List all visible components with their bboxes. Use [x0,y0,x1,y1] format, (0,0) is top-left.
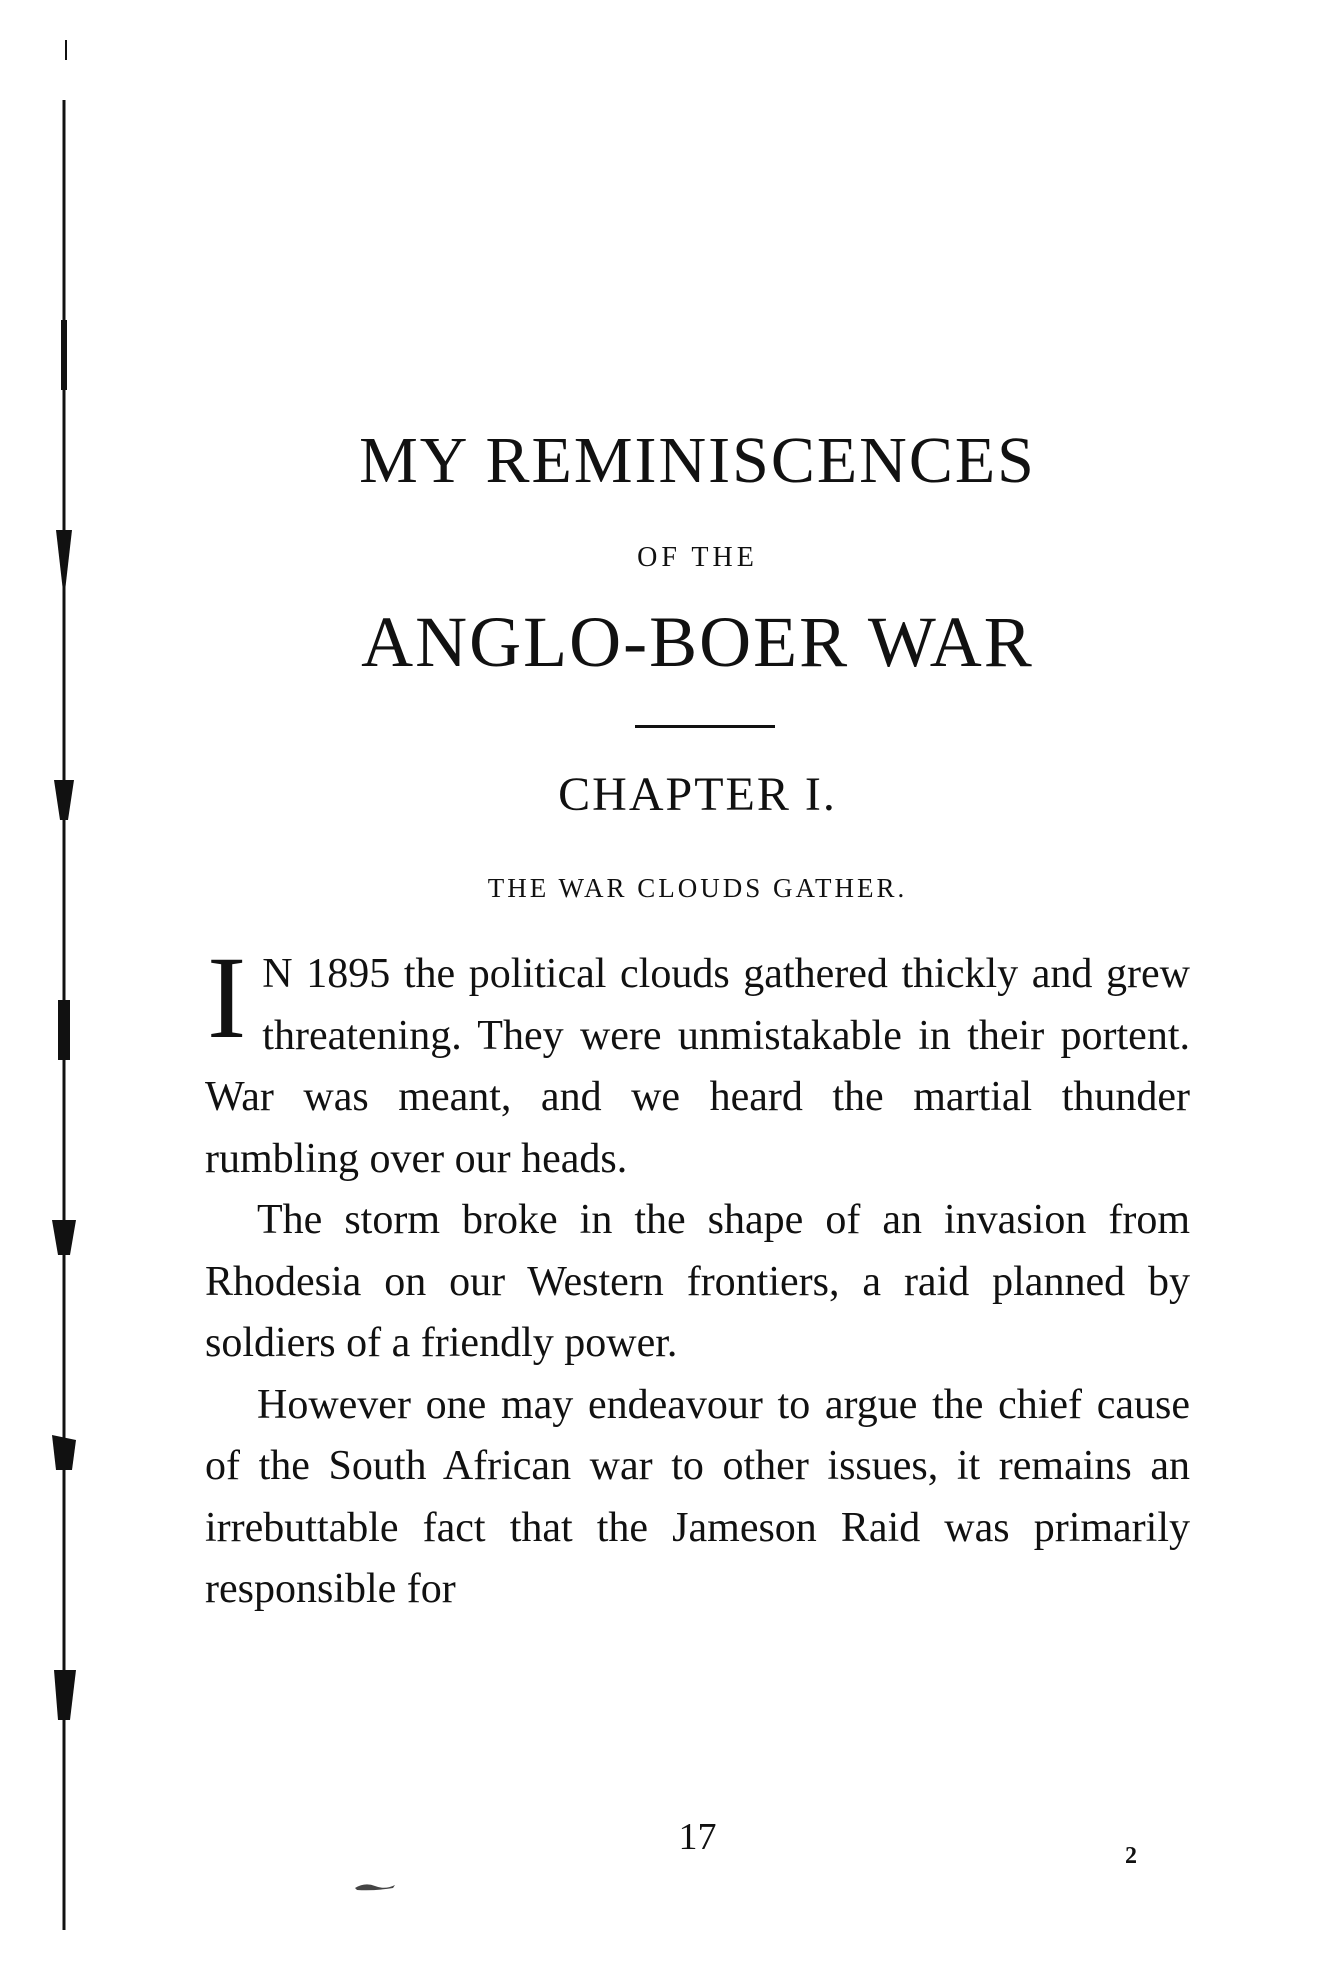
paragraph-2: The storm broke in the shape of an invasion from Rhodesia on our Western frontiers, a raid planned by soldiers of a friendly power. [205,1197,1190,1366]
book-title-line-2: OF THE [637,542,758,573]
paragraph-1-text: N 1895 the political clouds gathered thickly and grew threatening. They were unmistakable in their portent. War was meant, and we heard the martial thunder rumbling over our heads. [205,951,1190,1182]
chapter-subtitle: THE WAR CLOUDS GATHER. [487,873,908,903]
ink-smudge [355,1880,395,1892]
binding-edge [50,40,80,1940]
drop-cap: I [207,932,247,1063]
signature-mark: 2 [1125,1843,1137,1869]
paragraph-3: However one may endeavour to argue the chief cause of the South African war to other issues, it remains an irrebuttable fact that the Jameson Raid was primarily responsible for [205,1381,1190,1612]
title-divider [635,725,775,728]
book-page [205,0,1190,1973]
paragraph-1 [205,932,1190,1190]
body-text [205,932,1190,1621]
chapter-heading: CHAPTER I. [558,768,837,821]
book-title-line-3: ANGLO-BOER WAR [361,602,1034,682]
book-title-line-1: MY REMINISCENCES [359,424,1036,497]
page-number: 17 [678,1816,717,1858]
